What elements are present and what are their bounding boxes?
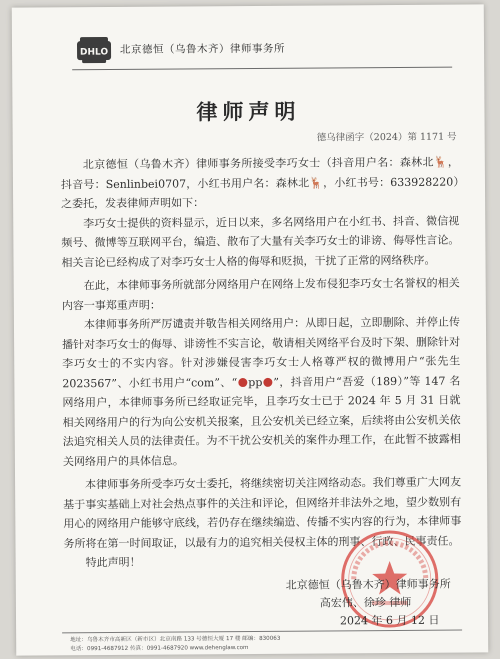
intro-text-b: ，抖音号：Senlinbei0707，小红书用户名：森林北	[60, 155, 459, 191]
statement-body	[61, 153, 462, 573]
logo-text: DHLO	[79, 47, 109, 58]
intro-text-a: 北京德恒（乌鲁木齐）律师事务所接受李巧女士（抖音用户名：森林北	[82, 155, 434, 172]
paragraph-2: 在此，本律师事务所就部分网络用户在网络上发布侵犯李巧女士名誉权的相关内容一事郑重声明：	[61, 276, 460, 312]
letterhead-firm-name: 北京德恒（乌鲁木齐）律师事务所	[119, 42, 286, 56]
signature-block	[286, 576, 466, 631]
signature-lawyers: 高宏伟、徐珍 律师	[319, 595, 412, 610]
paragraph-3-text-a: 本律师事务所严厉谴责并敬告相关网络用户：从即日起，立即删除、并停止传播针对李巧女士的侮辱、诽谤性不实言论，敬请相关网络平台及时下架、删除针对李巧女士的不实内容。针对涉嫌侵害李巧女士人格尊严权的微博用户“张先生 2023567”、小红书用户“com”、“	[62, 315, 461, 390]
signature-firm: 北京德恒（乌鲁木齐）律师事务所	[285, 577, 451, 592]
letterhead	[76, 33, 456, 66]
intro-paragraph	[61, 153, 459, 214]
horn-emoji-icon-2: 🦌	[309, 175, 324, 190]
signature-date: 2024 年 6 月 12 日	[339, 613, 440, 628]
horn-emoji-icon: 🦌	[433, 155, 448, 169]
letter-page	[12, 4, 489, 655]
paragraph-4: 本律师事务所受李巧女士委托，将继续密切关注网络动态。我们尊重广大网友基于事实基础上对社会热点事件的关注和评论，但网络并非法外之地，望少数别有用心的网络用户能够守底线，若仍存在继续编造、传播不实内容的行为，本律师事务所将在第一时间取证，以最有力的追究相关侵权主体的刑事、行政、民事责任。	[63, 475, 462, 550]
header-divider	[72, 67, 452, 71]
paragraph-1: 李巧女士提供的资料显示，近日以来，多名网络用户在小红书、抖音、微信视频号、微博等互联网平台，编造、散布了大量有关李巧女士的诽谤、侮辱性言论。相关言论已经构成了对李巧女士人格的侮辱和贬损，干扰了正常的网络秩序。	[61, 214, 460, 269]
closing-line: 特此声明！	[85, 555, 141, 570]
username-emoji-text: pp	[248, 375, 263, 389]
red-emoji-icon-2	[263, 377, 272, 386]
footer-address: 地址：乌鲁木齐市高新区（新市区）北京南路 133 号德恒大厦 17 楼 邮编：830063	[70, 635, 281, 644]
footer-contact: 电话：0991-4687912 传真：0991-4687920 www.dehenglaw.com	[70, 645, 249, 653]
firm-logo-icon	[76, 35, 112, 65]
document-number: 德乌律函字（2024）第 1171 号	[316, 131, 457, 144]
footer-divider	[62, 630, 462, 634]
paragraph-3	[62, 313, 461, 472]
page-title: 律师声明	[196, 99, 301, 125]
footer	[70, 634, 460, 655]
red-emoji-icon	[238, 378, 247, 387]
intro-text-c: ，小红书号：633928220）之委托，发表律师声明如下：	[61, 175, 459, 211]
paragraph-3-text-b: ”，抖音用户“吾爱（189）”等 147 名网络用户，本律师事务所已经取证完毕，且李巧女士已于 2024 年 5 月 31 日就相关网络用户的行为向公安机关报案，且公安机关已经立案，后续将由公安机关依法追究相关人员的法律责任。为不干扰公安机关的案件办理工作，在此暂不披露相关网络用户的具体信息。	[62, 374, 461, 468]
